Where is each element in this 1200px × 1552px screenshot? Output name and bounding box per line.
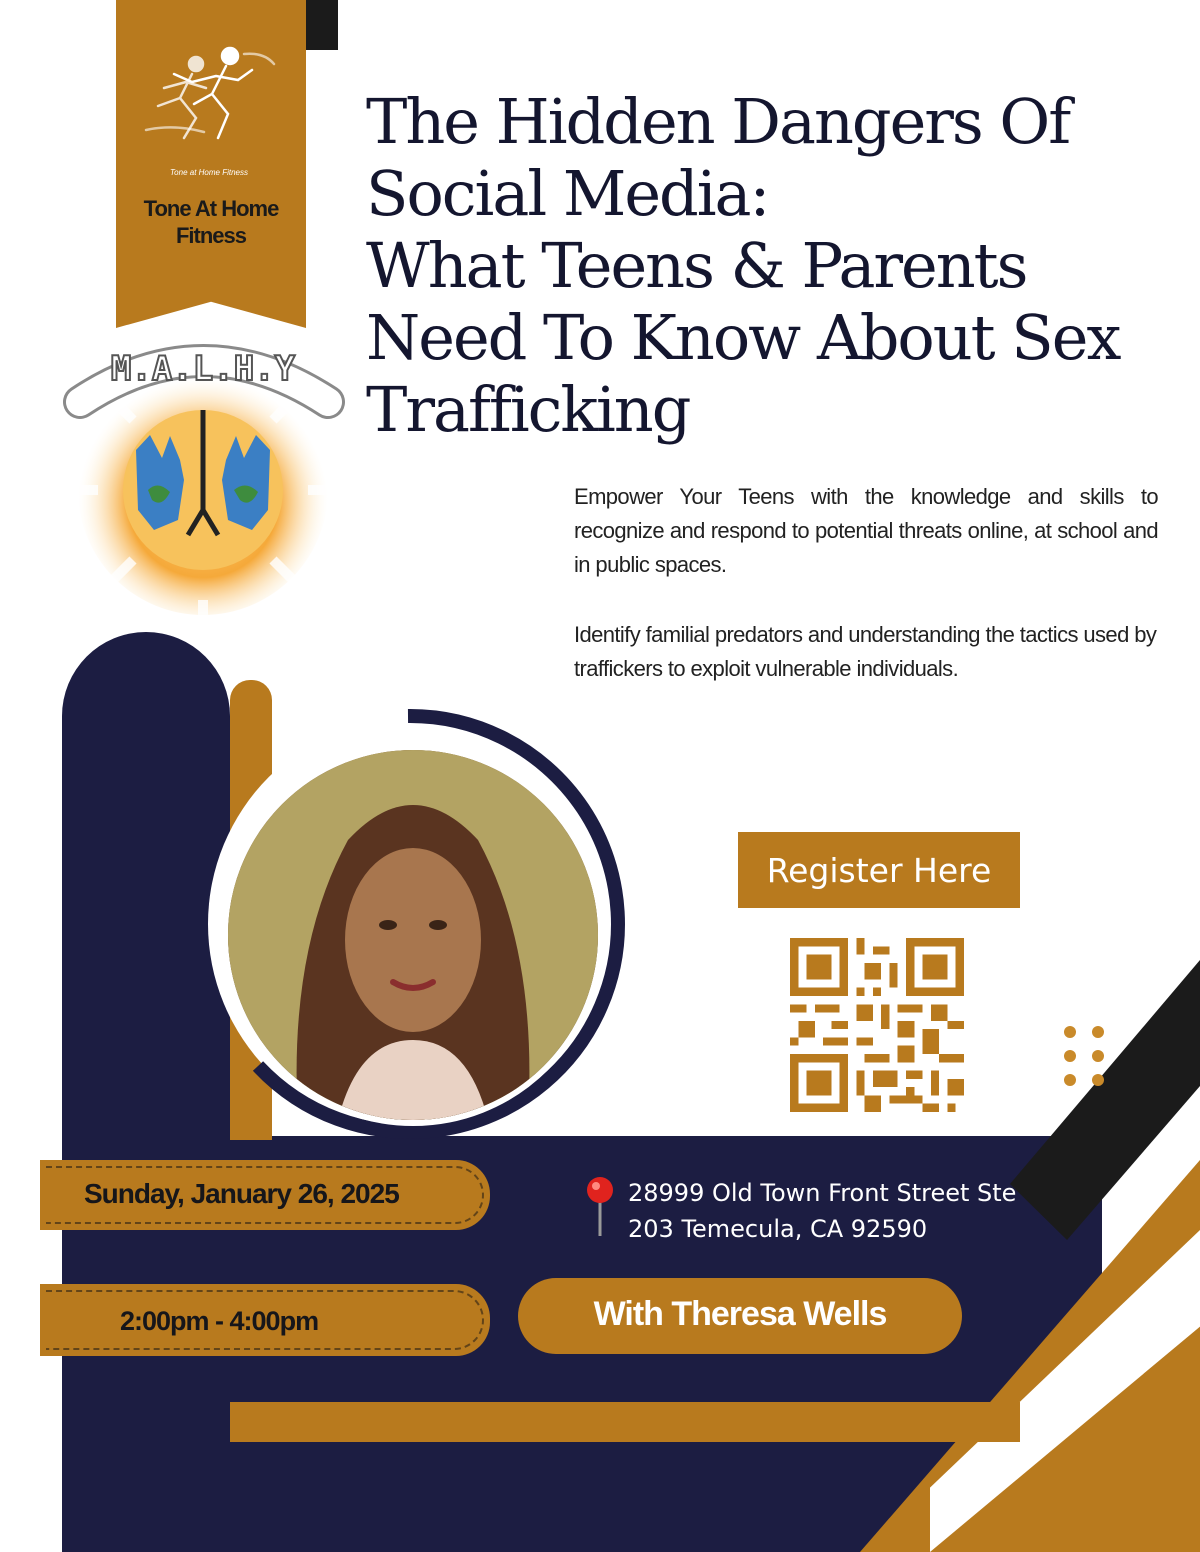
event-date: Sunday, January 26, 2025 — [84, 1178, 399, 1209]
title-line: Trafficking — [366, 373, 690, 446]
address-line1: 28999 Old Town Front Street Ste — [628, 1179, 1017, 1207]
register-button[interactable]: Register Here — [738, 832, 1020, 908]
title-line: Social Media: — [366, 157, 769, 230]
description-paragraph-1: Empower Your Teens with the knowledge and skills to recognize and respond to potential threats online, at school and in public spaces. — [574, 484, 1158, 577]
logo-caption: Tone at Home Fitness — [170, 168, 248, 177]
title-line: What Teens & Parents — [366, 229, 1027, 302]
gold-strip — [230, 1402, 1020, 1442]
brand-name-line2: Fitness — [175, 223, 247, 248]
location-pin-icon — [584, 1176, 616, 1238]
malhy-letters: M.A.L.H.Y — [110, 349, 296, 389]
title-line: The Hidden Dangers Of — [366, 85, 1070, 158]
description-paragraph-2: Identify familial predators and understanding the tactics used by traffickers to exploit vulnerable individuals. — [574, 622, 1157, 681]
brand-name-line1: Tone At Home — [143, 196, 279, 221]
brand-name — [118, 195, 304, 249]
event-host: With Theresa Wells — [593, 1295, 887, 1333]
speaker-silhouette — [228, 750, 598, 1120]
event-time: 2:00pm - 4:00pm — [120, 1306, 319, 1336]
event-address — [628, 1175, 1098, 1247]
address-line2: 203 Temecula, CA 92590 — [628, 1215, 928, 1243]
title-line: Need To Know About Sex — [366, 301, 1120, 374]
malhy-emblem-icon — [58, 340, 348, 615]
runner-logo-icon — [134, 34, 286, 166]
speaker-photo — [222, 744, 604, 1126]
dots-decoration-icon — [1060, 1022, 1110, 1092]
page-title — [366, 86, 1186, 446]
qr-code-icon[interactable] — [790, 938, 964, 1112]
